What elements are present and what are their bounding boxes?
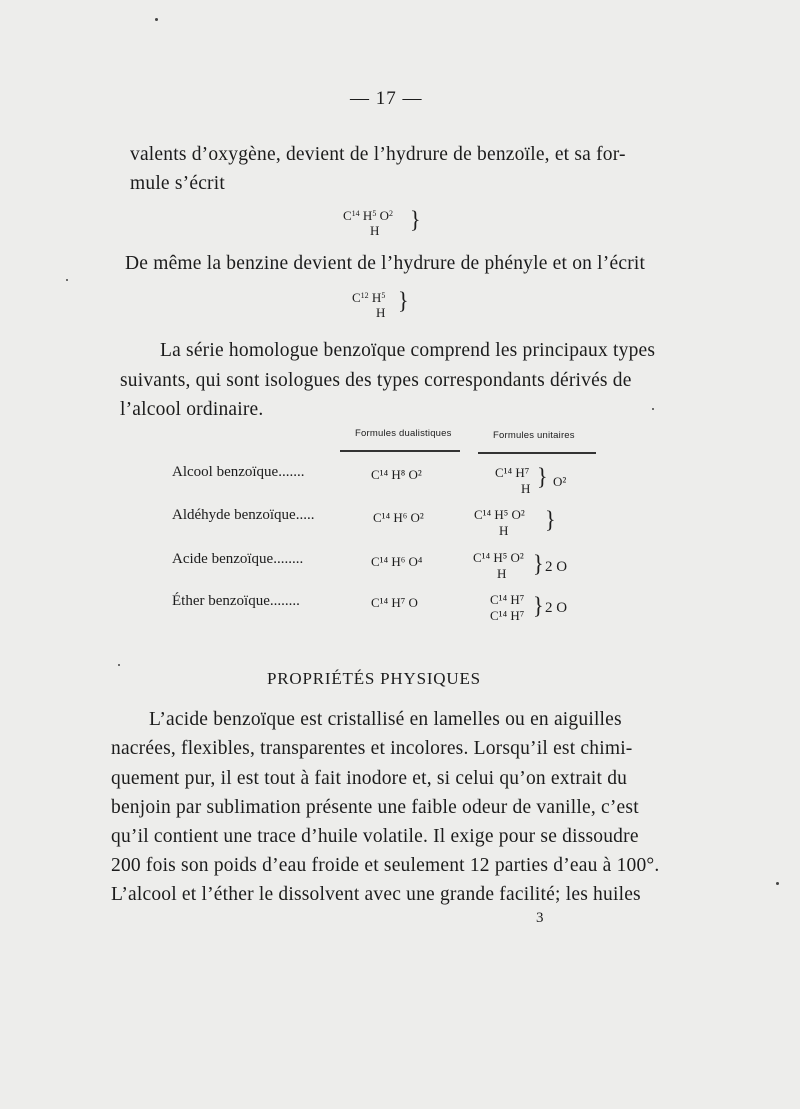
- text-line: valents d’oxygène, devient de l’hydrure de benzoïle, et sa for-: [130, 144, 626, 165]
- unitary-formula-top: C¹⁴ H⁵ O²: [473, 550, 524, 565]
- scan-speck: [652, 408, 654, 410]
- dualistic-formula: C¹⁴ H⁷ O: [371, 595, 418, 610]
- brace-icon: }: [398, 286, 409, 315]
- column-header-dualistic: Formules dualistiques: [355, 428, 452, 439]
- text-line: De même la benzine devient de l’hydrure de phényle et on l’écrit: [125, 253, 646, 274]
- text-line: benjoin par sublimation présente une faible odeur de vanille, c’est: [111, 797, 639, 818]
- text-line: qu’il contient une trace d’huile volatile. Il exige pour se dissoudre: [111, 826, 639, 847]
- unitary-formula-top: C¹⁴ H⁷: [490, 592, 525, 607]
- formula-top-row: $C^{12}$ $H^5$: [352, 290, 386, 305]
- unitary-formula-top: C¹⁴ H⁷: [495, 465, 530, 480]
- scan-speck: [118, 664, 120, 666]
- text-line: 200 fois son poids d’eau froide et seulement 12 parties d’eau à 100°.: [111, 855, 660, 876]
- text-line: suivants, qui sont isologues des types correspondants dérivés de: [120, 370, 632, 391]
- formula-bottom-row: H: [370, 223, 380, 238]
- signature-mark: 3: [536, 910, 544, 926]
- unitary-formula-top: C¹⁴ H⁵ O²: [474, 507, 525, 522]
- table-row-label: Acide benzoïque........: [172, 551, 304, 567]
- column-header-unitary: Formules unitaires: [493, 430, 575, 441]
- section-heading: PROPRIÉTÉS PHYSIQUES: [267, 669, 481, 688]
- table-rule: [478, 452, 596, 454]
- unitary-formula-bottom: H: [499, 523, 509, 538]
- text-line: l’alcool ordinaire.: [120, 399, 264, 420]
- unitary-formula-right: 2 O: [545, 600, 568, 616]
- formula-hydrure-benzoile: [343, 206, 393, 238]
- brace-icon: }: [545, 505, 556, 534]
- brace-icon: }: [533, 591, 544, 620]
- unitary-formula-bottom: H: [521, 481, 531, 496]
- formula-bottom-row: H: [376, 305, 386, 320]
- scan-speck: [155, 18, 158, 21]
- table-row-label: Aldéhyde benzoïque.....: [172, 507, 315, 523]
- text-line: nacrées, flexibles, transparentes et incolores. Lorsqu’il est chimi-: [111, 738, 633, 759]
- formula-top-row: $C^{14}$ $H^5$ $O^2$: [343, 208, 393, 223]
- text-line: L’acide benzoïque est cristallisé en lamelles ou en aiguilles: [149, 709, 622, 730]
- text-line: L’alcool et l’éther le dissolvent avec une grande facilité; les huiles: [111, 884, 641, 905]
- unitary-formula-bottom: C¹⁴ H⁷: [490, 608, 525, 623]
- dualistic-formula: C¹⁴ H⁶ O⁴: [371, 554, 423, 569]
- table-row-label: Alcool benzoïque.......: [172, 464, 305, 480]
- text-line: quement pur, il est tout à fait inodore et, si celui qu’on extrait du: [111, 768, 628, 789]
- table-row-label: Éther benzoïque........: [172, 593, 300, 609]
- scan-speck: [776, 882, 779, 885]
- dualistic-formula: C¹⁴ H⁶ O²: [373, 510, 424, 525]
- unitary-formula-right: 2 O: [545, 559, 568, 575]
- text-line: La série homologue benzoïque comprend les principaux types: [160, 340, 656, 361]
- brace-icon: }: [537, 462, 548, 491]
- table-rule: [340, 450, 460, 452]
- text-line: mule s’écrit: [130, 173, 225, 194]
- unitary-formula-bottom: H: [497, 566, 507, 581]
- page-number: — 17 —: [350, 88, 423, 109]
- formula-hydrure-phenyle: [352, 288, 385, 320]
- brace-icon: }: [533, 549, 544, 578]
- scan-speck: [66, 279, 68, 281]
- dualistic-formula: C¹⁴ H⁸ O²: [371, 467, 422, 482]
- unitary-formula-right: O²: [553, 474, 567, 489]
- brace-icon: }: [410, 205, 421, 234]
